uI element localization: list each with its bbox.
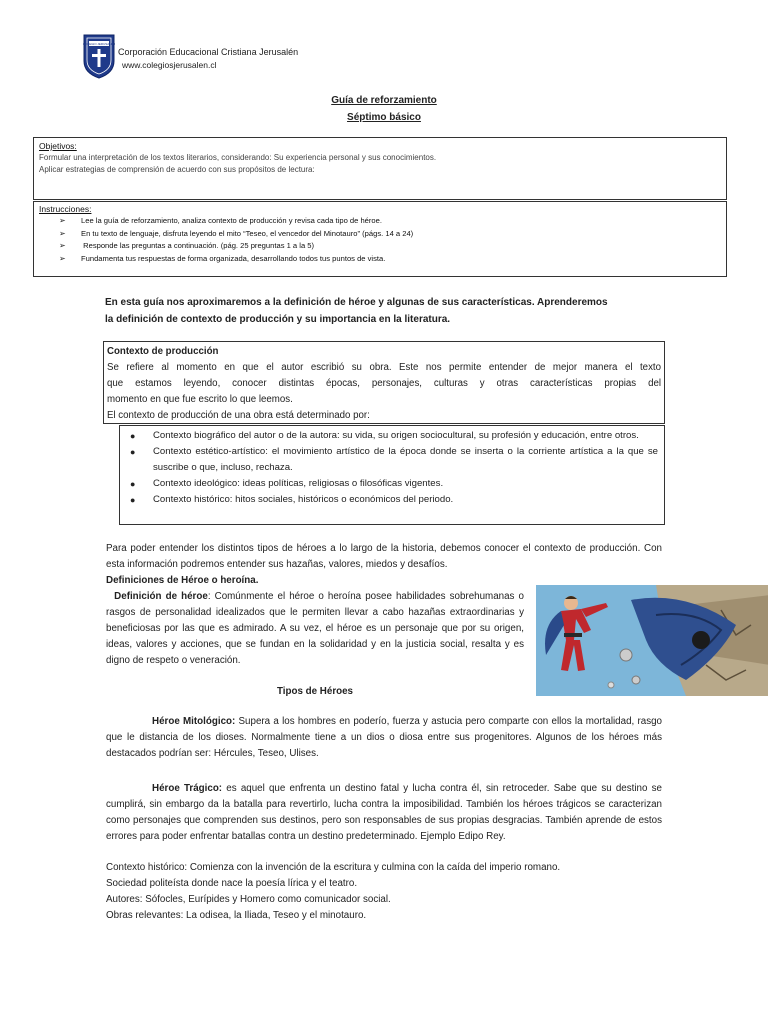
definition-term: Definición de héroe <box>114 591 208 602</box>
tragic-extra-block <box>106 860 662 924</box>
context-text-line: Se refiere al momento en que el autor escribió su obra. Este nos permite entender de mejor manera el texto <box>107 362 661 373</box>
context-text-line: momento en que fue escrito lo que leemos. <box>107 394 293 405</box>
instruction-item: ➢ Responde las preguntas a continuación. (pág. 25 preguntas 1 a la 5) <box>59 240 721 253</box>
context-list-item: ● Contexto estético-artístico: el movimiento artístico de la época donde se inserta o la corriente artística a la que se suscribe o que, incluso, rechaza. <box>130 446 658 473</box>
instructions-box <box>33 201 727 277</box>
context-text-line: El contexto de producción de una obra está determinado por: <box>107 410 370 421</box>
superhero-illustration <box>536 585 768 696</box>
bullet-icon: ● <box>130 479 136 489</box>
society-line: Sociedad politeísta donde nace la poesía lírica y el teatro. <box>106 878 358 889</box>
context-list-box <box>119 425 665 525</box>
tragic-term: Héroe Trágico: <box>152 783 223 794</box>
context-list-item: ● Contexto ideológico: ideas políticas, religiosas o filosóficas vigentes. <box>126 476 658 492</box>
context-list-item: ● Contexto histórico: hitos sociales, históricos o económicos del periodo. <box>126 492 658 508</box>
arrow-bullet-icon: ➢ <box>59 216 66 225</box>
instruction-item: ➢ Lee la guía de reforzamiento, analiza contexto de producción y revisa cada tipo de héroe. <box>59 215 721 228</box>
heroes-intro-paragraph: Para poder entender los distintos tipos de héroes a lo largo de la historia, debemos conocer el contexto de producción. Con esta información podremos entender sus hazañas, valores, miedos y desafíos. <box>106 543 662 570</box>
context-box <box>103 341 665 424</box>
mythological-hero-paragraph: Héroe Mitológico: Supera a los hombres en poderío, fuerza y astucia pero comparte con ellos la mortalidad, rasgo que le distancia de los dioses. Normalmente tiene a un dios o diosa entre sus progenitores. Algunos de los héroes más destacados podrían ser: Hércules, Teseo, Ulises. <box>106 716 662 759</box>
guide-title: Guía de reforzamiento <box>331 95 437 106</box>
types-heading: Tipos de Héroes <box>276 686 354 697</box>
bullet-icon: ● <box>130 431 136 441</box>
context-title: Contexto de producción <box>107 346 219 357</box>
bullet-icon: ● <box>130 447 136 457</box>
authors-line: Autores: Sófocles, Eurípides y Homero como comunicador social. <box>106 894 391 905</box>
school-logo <box>82 33 116 79</box>
instructions-heading: Instrucciones: <box>39 204 92 214</box>
objectives-box <box>33 137 727 200</box>
school-name: Corporación Educacional Cristiana Jerusalén <box>118 47 299 57</box>
svg-text:COLEGIO JERUSALÉN: COLEGIO JERUSALÉN <box>82 42 116 46</box>
arrow-bullet-icon: ➢ <box>59 241 66 250</box>
hero-definition-paragraph: Definición de héroe: Comúnmente el héroe o heroína posee habilidades sobrehumanas o rasgos de personalidad idealizados que le permiten llevar a cabo hazañas extraordinarias y beneficiosas por las que es admirado. A su vez, el héroe es un personaje que por su origen, ideas, valores y acciones, que se fundan en la solidaridad y en la justicia social, resalta y es digno de respeto o veneración. <box>106 591 524 666</box>
instruction-item: ➢ Fundamenta tus respuestas de forma organizada, desarrollando todos tus puntos de vista. <box>59 253 721 266</box>
tragic-hero-paragraph: Héroe Trágico: es aquel que enfrenta un destino fatal y lucha contra él, sin retroceder. Sabe que su destino se cumplirá, sin embargo da la batalla para revertirlo, lucha contra la imposibilidad. También los héroes trágicos se caracterizan como personajes que comprenden sus destinos, pero son responsables de sus propias desgracias. También aprende de estos errores para poder enfrentar batallas contra un destino predeterminado. Ejemplo Edipo Rey. <box>106 783 662 842</box>
school-website[interactable]: www.colegiosjerusalen.cl <box>122 60 217 70</box>
definitions-heading: Definiciones de Héroe o heroína. <box>106 575 259 586</box>
objectives-heading: Objetivos: <box>39 141 77 151</box>
instruction-item: ➢ En tu texto de lenguaje, disfruta leyendo el mito “Teseo, el vencedor del Minotauro” (págs. 14 a 24) <box>59 228 721 241</box>
works-line: Obras relevantes: La odisea, la Iliada, Teseo y el minotauro. <box>106 910 367 921</box>
context-text-line: que estamos leyendo, conocer distintas épocas, personajes, culturas y otras características propias del <box>107 378 661 389</box>
context-list-item: ● Contexto biográfico del autor o de la autora: su vida, su origen sociocultural, su profesión y educación, entre otros. <box>126 428 658 444</box>
objective-line: Formular una interpretación de los textos literarios, considerando: Su experiencia personal y sus conocimientos. <box>39 153 437 162</box>
objective-line: Aplicar estrategias de comprensión de acuerdo con sus propósitos de lectura: <box>39 165 315 174</box>
historical-context-line: Contexto histórico: Comienza con la invención de la escritura y culmina con la caída del imperio romano. <box>106 862 561 873</box>
intro-paragraph: En esta guía nos aproximaremos a la definición de héroe y algunas de sus características. Aprenderemos la definición de contexto de producción y su importancia en la literatura. <box>105 297 608 325</box>
instructions-list <box>59 215 721 265</box>
guide-subtitle: Séptimo básico <box>347 112 421 123</box>
arrow-bullet-icon: ➢ <box>59 253 66 263</box>
context-list <box>126 428 658 508</box>
arrow-bullet-icon: ➢ <box>59 228 66 238</box>
bullet-icon: ● <box>130 495 136 505</box>
mythological-term: Héroe Mitológico: <box>152 716 236 727</box>
